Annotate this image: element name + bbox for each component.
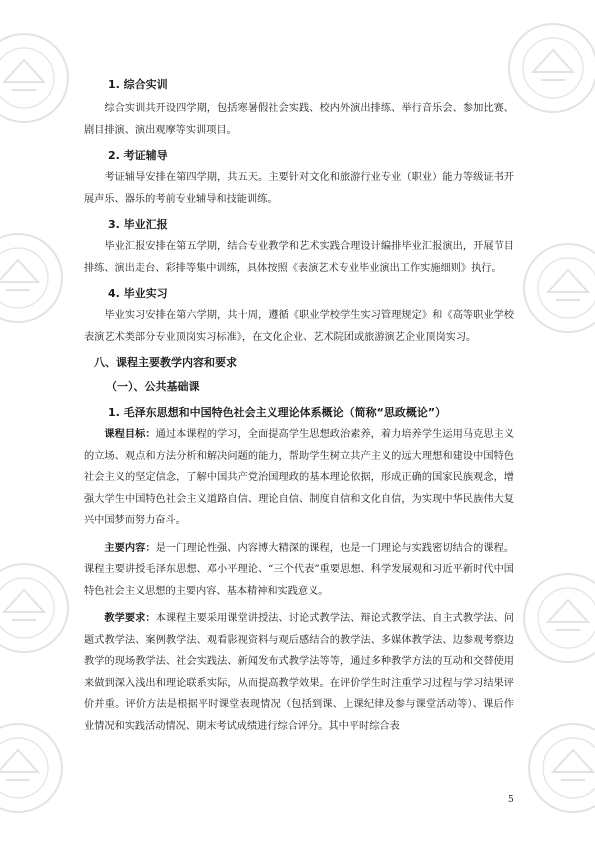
section-paragraph: 考证辅导安排在第四学期，共五天。主要针对文化和旅游行业专业（职业）能力等级证书开展声乐、器乐的考前专业辅导和技能训练。 bbox=[84, 172, 514, 205]
section-heading: 1. 综合实训 bbox=[108, 78, 168, 91]
course-requirement-paragraph bbox=[84, 608, 514, 737]
section-paragraph: 毕业实习安排在第六学期，共十周，遵循《职业学校学生实习管理规定》和《高等职业学校表演艺术类部分专业顶岗实习标准》，在文化企业、艺术院团或旅游演艺企业顶岗实习。 bbox=[84, 310, 514, 343]
requirement-text: 本课程主要采用课堂讲授法、讨论式教学法、辩论式教学法、自主式教学法、问题式教学法、案例教学法、观看影视资料与观后感结合的教学法、多媒体教学法、边参观考察边教学的现场教学法、社会实践法、新闻发布式教学法等等，通过多种教学方法的互动和交替使用来做到深入浅出和理论联系实际，从而提高教学效果。在评价学生时注重学习过程与学习结果评价并重。评价方法是根据平时课堂表现情况（包括到课、上课纪律及参与课堂活动等）、课后作业情况和实践活动情况、期末考试成绩进行综合评分。其中平时综合表 bbox=[84, 613, 515, 732]
college-seal-watermark bbox=[0, 230, 66, 326]
goal-label: 课程目标： bbox=[104, 429, 156, 440]
goal-text: 通过本课程的学习，全面提高学生思想政治素养，着力培养学生运用马克思主义的立场、观点和方法分析和解决问题的能力，帮助学生树立共产主义的远大理想和建设中国特色社会主义的坚定信念，了解中国共产党治国理政的基本理论依据，形成正确的国家民族观念，增强大学生中国特色社会主义道路自信、理论自信、制度自信和文化自信，为实现中华民族伟大复兴中国梦而努力奋斗。 bbox=[84, 429, 515, 526]
course-title: 1. 毛泽东思想和中国特色社会主义理论体系概论（简称“思政概论”） bbox=[108, 406, 447, 419]
section-heading: 4. 毕业实习 bbox=[108, 287, 168, 300]
section-paragraph: 综合实训共开设四学期，包括寒暑假社会实践、校内外演出排练、举行音乐会、参加比赛、剧目排演、演出观摩等实训项目。 bbox=[84, 103, 514, 136]
page-number: 5 bbox=[508, 795, 514, 805]
chapter-heading: 八、课程主要教学内容和要求 bbox=[94, 356, 237, 369]
college-seal-watermark bbox=[0, 720, 66, 816]
course-content-paragraph bbox=[84, 538, 514, 603]
college-seal-watermark bbox=[0, 30, 72, 126]
document-body bbox=[84, 70, 514, 737]
section-heading: 3. 毕业汇报 bbox=[108, 218, 168, 231]
requirement-label: 教学要求： bbox=[104, 613, 156, 624]
section-paragraph: 毕业汇报安排在第五学期，结合专业教学和艺术实践合理设计编排毕业汇报演出，开展节目排练、演出走台、彩排等集中训练，具体按照《表演艺术专业毕业演出工作实施细则》执行。 bbox=[84, 241, 514, 274]
college-seal-watermark bbox=[0, 560, 72, 656]
college-seal-watermark bbox=[505, 20, 595, 116]
section-heading: 2. 考证辅导 bbox=[108, 149, 168, 162]
college-seal-watermark bbox=[520, 240, 595, 336]
content-text: 是一门理论性强、内容博大精深的课程，也是一门理论与实践密切结合的课程。课程主要讲授毛泽东思想、邓小平理论、“三个代表”重要思想、科学发展观和习近平新时代中国特色社会主义思想的主要内容、基本精神和实践意义。 bbox=[84, 542, 515, 597]
subsection-heading: （一）、公共基础课 bbox=[106, 380, 200, 393]
college-seal-watermark bbox=[520, 570, 595, 666]
content-label: 主要内容： bbox=[104, 542, 156, 554]
college-seal-watermark bbox=[525, 720, 595, 816]
course-goal-paragraph bbox=[84, 424, 514, 532]
